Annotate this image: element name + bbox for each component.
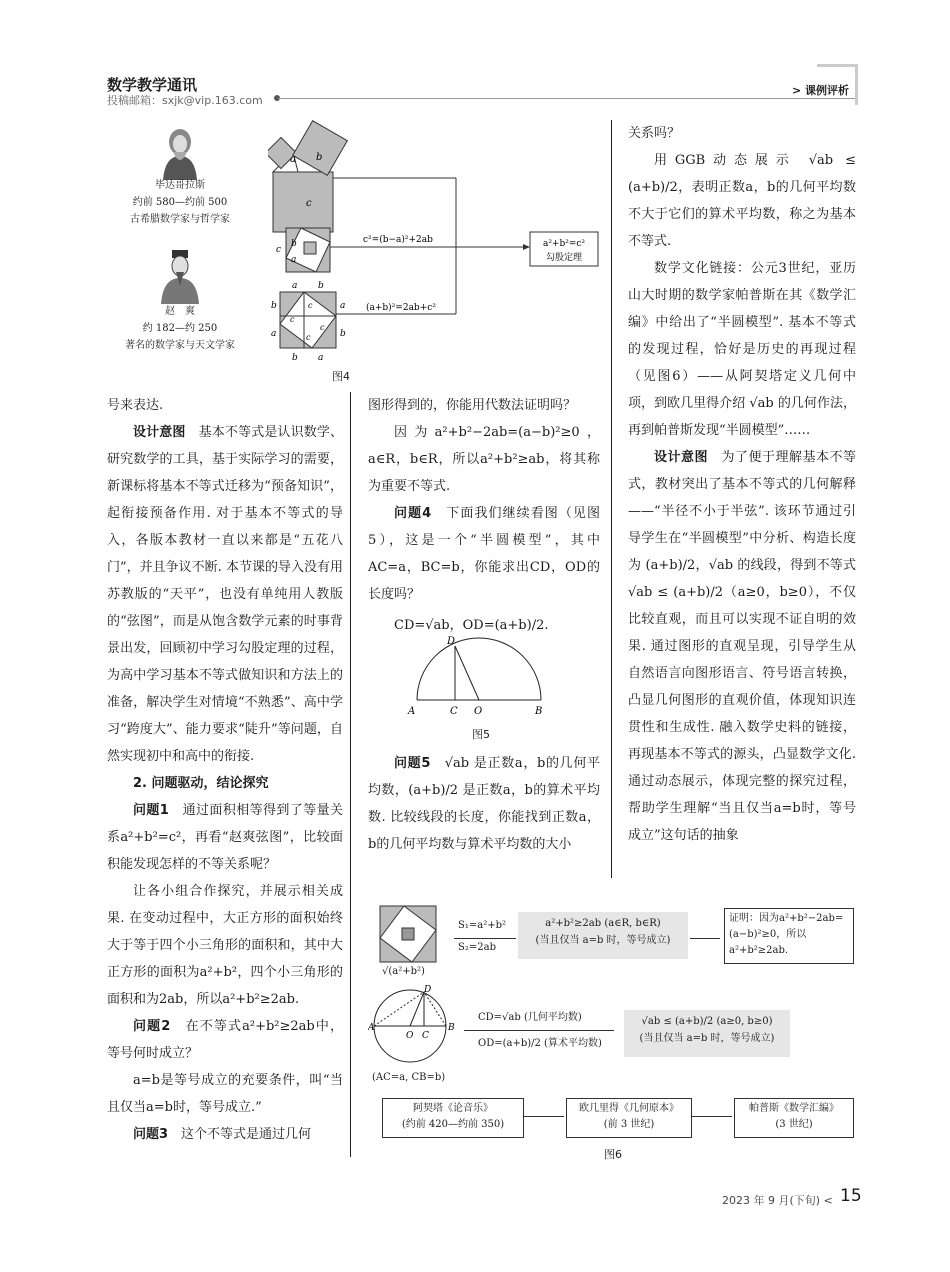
paragraph-lead: 问题2 <box>133 1019 186 1034</box>
col1-p6: a=b是等号成立的充要条件，叫“当且仅当a=b时，等号成立.” <box>107 1073 343 1115</box>
fig4-result2: 勾股定理 <box>545 253 583 263</box>
fig6-circle <box>368 984 460 1064</box>
svg-text:c: c <box>320 323 325 332</box>
svg-text:a: a <box>292 281 298 291</box>
paragraph-lead: 问题1 <box>133 803 183 818</box>
svg-text:b: b <box>271 301 277 311</box>
fig6-history-archytas: 阿契塔《论音乐》 (约前 420—约前 350) <box>382 1098 524 1138</box>
col1-p1: 号来表达. <box>107 398 164 413</box>
paragraph-lead: 设计意图 <box>654 450 722 465</box>
column-rule-2 <box>611 120 612 878</box>
svg-text:B: B <box>448 1023 455 1033</box>
col3-p3: 数学文化链接：公元3世纪，亚历山大时期的数学家帕普斯在其《数学汇编》中给出了“半圆模型”. 基本不等式的发现过程，恰好是历史的再现过程（见图6）——从阿契塔定义几何中项，到欧几里得介绍 √ab 的几何作法，再到帕普斯发现“半圆模型”…… <box>628 261 856 438</box>
page-number: 15 <box>840 1186 862 1206</box>
fig6-proof-box: 证明：因为a²+b²−2ab=(a−b)²≥0，所以a²+b²≥2ab. <box>724 908 854 964</box>
fig6-history-pappus: 帕普斯《数学汇编》 (3 世纪) <box>734 1098 854 1138</box>
col1-heading: 2. 问题驱动，结论探究 <box>133 776 269 791</box>
col1-p4: 让各小组合作探究，并展示相关成果. 在变动过程中，大正方形的面积始终大于等于四个小三角形的面积和，其中大正方形的面积为a²+b²，四个小三角形的面积和为2ab，所以a²+b²≥2ab. <box>107 884 343 1007</box>
fig6-history-euclid: 欧几里得《几何原本》 (前 3 世纪) <box>566 1098 692 1138</box>
svg-text:c: c <box>306 198 312 209</box>
col1-p3: 问题1 通过面积相等得到了等量关系a²+b²=c²，再看“赵爽弦图”，比较面积能发现怎样的不等关系呢？ <box>107 803 343 872</box>
zhaoshuang-portrait <box>155 248 205 304</box>
column-2 <box>368 392 600 644</box>
svg-text:b: b <box>340 329 346 339</box>
person2-title: 著名的数学家与天文学家 <box>125 340 235 351</box>
col2-p5: 问题5 √ab 是正数a，b的几何平均数，(a+b)/2 是正数a，b的算术平均数. 比较线段的长度，你能找到正数a，b的几何平均数与算术平均数的大小 <box>368 756 601 852</box>
fig5-O: O <box>474 706 483 717</box>
column-3 <box>628 120 856 849</box>
fig5-A: A <box>408 706 416 717</box>
fig4-eq1: c²=(b−a)²+2ab <box>363 235 433 245</box>
person2-name: 赵 爽 <box>165 306 195 317</box>
header-rule <box>278 98 856 99</box>
col3-p4: 设计意图 为了便于理解基本不等式，教材突出了基本不等式的几何解释——“半径不小于半弦”. 该环节通过引导学生在“半圆模型”中分析、构造长度为 (a+b)/2，√ab 的线段，得到不等式 √ab ≤ (a+b)/2（a≥0，b≥0），不仅比较直观，而且可以实现不证自明的效果. 通过图形的直观呈现，引导学生从自然语言向图形语言、符号语言转换，凸显几何图形的直观价值，体现知识连贯性和生成性. 融入数学史料的链接，再现基本不等式的源头，凸显数学文化. 通过动态展示，体现完整的探究过程，帮助学生理解“当且仅当a=b时，等号成立”这句话的抽象 <box>628 450 856 843</box>
svg-text:a: a <box>291 255 297 265</box>
fig6-s2: S₂=2ab <box>458 942 496 953</box>
svg-text:b: b <box>292 353 298 363</box>
fig6-inequality-2: √ab ≤ (a+b)/2 (a≥0, b≥0) (当且仅当 a=b 时，等号成立) <box>624 1010 790 1057</box>
pythagoras-portrait <box>155 124 205 180</box>
svg-text:O: O <box>406 1031 414 1041</box>
fig5-B: B <box>535 706 543 717</box>
paragraph-lead: 问题5 <box>394 756 445 771</box>
column-rule-1 <box>350 392 351 1157</box>
svg-text:c: c <box>290 315 295 324</box>
paragraph-lead: 问题4 <box>394 506 447 521</box>
svg-text:c: c <box>308 301 313 310</box>
col2-p3: 问题4 下面我们继续看图（见图5），这是一个“半圆模型”，其中AC=a，BC=b，你能求出CD，OD的长度吗？ <box>368 506 600 602</box>
fig6-cd: CD=√ab (几何平均数) <box>478 1012 582 1023</box>
person2-dates: 约 182—约 250 <box>142 323 218 334</box>
svg-text:a: a <box>290 154 296 165</box>
figure-4 <box>100 120 610 385</box>
col1-p2: 设计意图 基本不等式是认识数学、研究数学的工具，基于实际学习的需要，新课标将基本不等式迁移为“预备知识”，起衔接预备作用. 对于基本不等式的导入，各版本教材一直以来都是“五花八门”，并且争议不断. 本节课的导入没有用苏教版的“天平”，也没有单纯用人教版的“弦图”，而是从饱含数学元素的时事背景出发，回顾初中学习勾股定理的过程，为高中学习基本不等式做知识和方法上的准备，解决学生对情境“不熟悉”、高中学习“跨度大”、能力要求“陡升”等问题，自然实现初中和高中的衔接. <box>107 425 343 764</box>
col1-p7: 问题3 这个不等式是通过几何 <box>133 1127 312 1142</box>
fig6-od: OD=(a+b)/2 (算术平均数) <box>478 1038 602 1049</box>
svg-text:c: c <box>306 333 311 342</box>
corner-decoration <box>817 64 858 105</box>
svg-text:b: b <box>316 152 323 163</box>
fig5-C: C <box>450 706 458 717</box>
col2-formula: CD=√ab，OD=(a+b)/2. <box>394 618 549 633</box>
svg-text:b: b <box>291 239 297 249</box>
svg-text:D: D <box>424 985 432 995</box>
col3-p2: 用GGB动态展示 √ab ≤ (a+b)/2，表明正数a，b的几何平均数不大于它们的算术平均数，称之为基本不等式. <box>628 153 856 249</box>
fig6-sq-label: √(a²+b²) <box>382 966 425 977</box>
footer-date: 2023 年 9 月(下旬) < <box>722 1194 833 1207</box>
fig6-caption: 图6 <box>604 1148 622 1161</box>
fig6-square <box>378 904 440 964</box>
fig6-circle-note: (AC=a, CB=b) <box>372 1072 446 1083</box>
submission-email: 投稿邮箱：sxjk@vip.163.com <box>107 94 263 107</box>
person1-dates: 约前 580—约前 500 <box>132 197 228 208</box>
section-label: > 课例评析 <box>791 84 849 97</box>
svg-text:c: c <box>276 245 282 255</box>
col1-p5: 问题2 在不等式a²+b²≥2ab中，等号何时成立？ <box>107 1019 343 1061</box>
col3-p1: 关系吗？ <box>628 126 681 141</box>
fig4-eq2: (a+b)²=2ab+c² <box>366 303 436 313</box>
svg-text:C: C <box>422 1031 429 1041</box>
fig4-caption: 图4 <box>332 370 350 383</box>
column-1 <box>107 392 343 1148</box>
fig4-result1: a²+b²=c² <box>542 239 586 249</box>
col2-p1: 图形得到的，你能用代数法证明吗？ <box>368 398 577 413</box>
svg-text:A: A <box>368 1023 375 1033</box>
svg-text:a: a <box>271 329 277 339</box>
journal-title: 数学教学通讯 <box>107 76 198 94</box>
column-2b <box>368 750 600 858</box>
col2-p2: 因为a²+b²−2ab=(a−b)²≥0，a∈R，b∈R，所以a²+b²≥ab，将其称为重要不等式. <box>368 425 600 494</box>
person1-name: 毕达哥拉斯 <box>155 180 205 191</box>
svg-text:a: a <box>318 353 324 363</box>
fig5-caption: 图5 <box>472 728 490 741</box>
fig6-s1: S₁=a²+b² <box>458 920 506 931</box>
svg-text:a: a <box>340 301 346 311</box>
paragraph-lead: 设计意图 <box>133 425 199 440</box>
figure-6 <box>368 898 858 1168</box>
paragraph-lead: 问题3 <box>133 1127 182 1142</box>
pythagoras-diagrams <box>268 120 610 368</box>
figure-5-semicircle <box>405 632 555 717</box>
person1-title: 古希腊数学家与哲学家 <box>130 214 230 225</box>
fig6-inequality-1: a²+b²≥2ab (a∈R, b∈R) (当且仅当 a=b 时，等号成立) <box>518 912 688 959</box>
svg-text:b: b <box>318 281 324 291</box>
fig5-D: D <box>447 636 456 647</box>
